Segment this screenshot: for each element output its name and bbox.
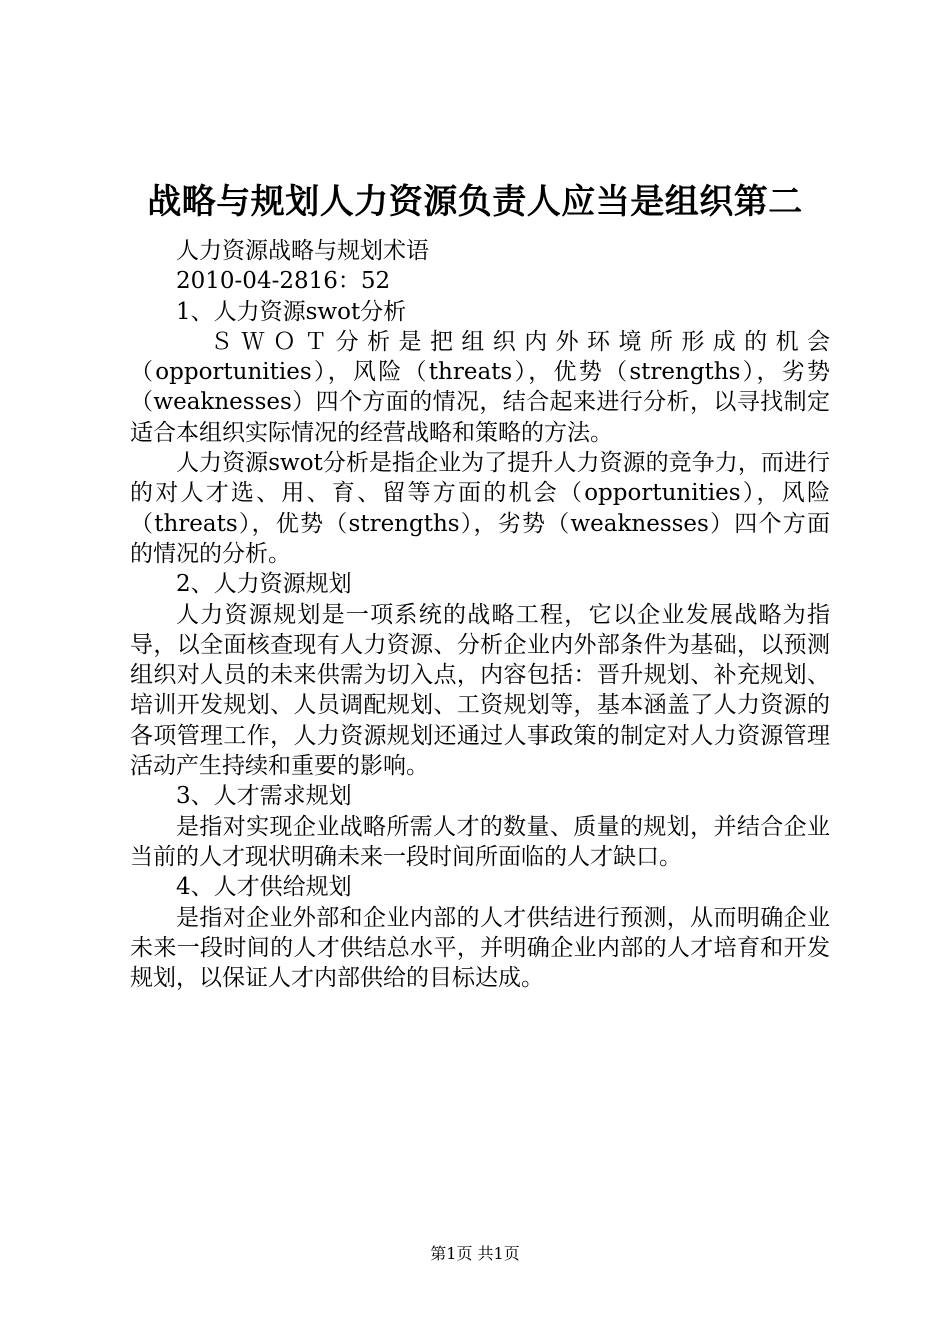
section-heading-hr-planning: 2、人力资源规划 [176, 571, 352, 598]
section-paragraph-hr-swot: 人力资源swot分析是指企业为了提升人力资源的竞争力，而进行的对人才选、用、育、留等方面的机会（opportunities），风险（threats），优势（strengths），劣势（weaknesses）四个方面的情况的分析。 [130, 450, 830, 567]
document-subtitle: 人力资源战略与规划术语 [176, 238, 429, 264]
section-heading-talent-demand: 3、人才需求规划 [176, 783, 352, 810]
section-paragraph-talent-supply: 是指对企业外部和企业内部的人才供结进行预测，从而明确企业未来一段时间的人才供结总水平，并明确企业内部的人才培育和开发规划，以保证人才内部供给的目标达成。 [130, 904, 830, 992]
section-paragraph-talent-demand: 是指对实现企业战略所需人才的数量、质量的规划，并结合企业当前的人才现状明确未来一段时间所面临的人才缺口。 [130, 813, 830, 870]
section-paragraph-hr-planning: 人力资源规划是一项系统的战略工程，它以企业发展战略为指导，以全面核查现有人力资源、分析企业内外部条件为基础，以预测组织对人员的未来供需为切入点，内容包括：晋升规划、补充规划、培训开发规划、人员调配规划、工资规划等，基本涵盖了人力资源的各项管理工作，人力资源规划还通过人事政策的制定对人力资源管理活动产生持续和重要的影响。 [130, 601, 830, 780]
document-datetime: 2010-04-2816：52 [176, 268, 391, 295]
section-paragraph-swot-definition: ＳＷＯＴ分析是把组织内外环境所形成的机会（opportunities），风险（threats），优势（strengths），劣势（weaknesses）四个方面的情况，结合起来进行分析，以寻找制定适合本组织实际情况的经营战略和策略的方法。 [130, 328, 830, 446]
page-number-footer: 第1页 共1页 [430, 1244, 520, 1263]
section-heading-swot: 1、人力资源swot分析 [176, 298, 407, 325]
document-body [130, 236, 830, 993]
document-title: 战略与规划人力资源负责人应当是组织第二 [147, 182, 803, 222]
section-heading-talent-supply: 4、人才供给规划 [176, 874, 352, 901]
